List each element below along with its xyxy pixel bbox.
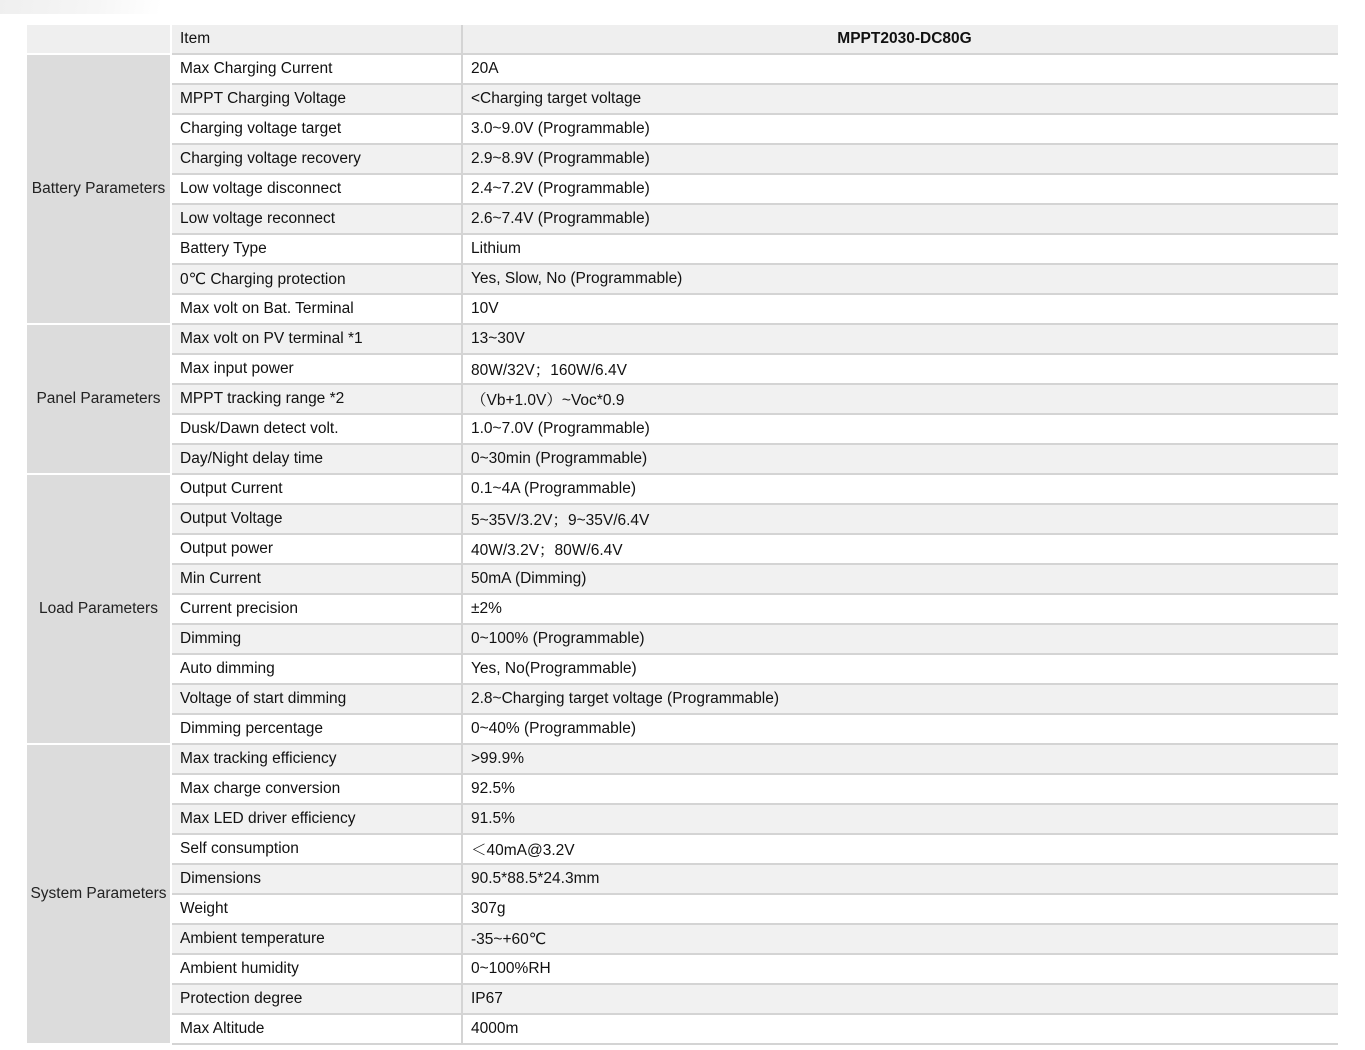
parameter-name: Output power (171, 534, 462, 564)
parameter-value: ＜40mA@3.2V (462, 834, 1338, 864)
parameter-value: 92.5% (462, 774, 1338, 804)
parameter-name: Charging voltage recovery (171, 144, 462, 174)
table-row (27, 744, 1338, 774)
parameter-name: Protection degree (171, 984, 462, 1014)
parameter-value: 90.5*88.5*24.3mm (462, 864, 1338, 894)
parameter-value: 40W/3.2V；80W/6.4V (462, 534, 1338, 564)
parameter-value: Yes, No(Programmable) (462, 654, 1338, 684)
group-label: Battery Parameters (27, 54, 171, 324)
table-row (27, 894, 1338, 924)
parameter-value: 4000m (462, 1014, 1338, 1044)
table-row (27, 1014, 1338, 1044)
table-row (27, 54, 1338, 84)
parameter-value: -35~+60℃ (462, 924, 1338, 954)
parameter-name: Weight (171, 894, 462, 924)
parameter-name: Voltage of start dimming (171, 684, 462, 714)
table-row (27, 654, 1338, 684)
parameter-name: Max charge conversion (171, 774, 462, 804)
parameter-value: Yes, Slow, No (Programmable) (462, 264, 1338, 294)
parameter-name: Output Voltage (171, 504, 462, 534)
parameter-name: MPPT Charging Voltage (171, 84, 462, 114)
parameter-value: 0~40% (Programmable) (462, 714, 1338, 744)
parameter-value: 0~100% (Programmable) (462, 624, 1338, 654)
parameter-value: <Charging target voltage (462, 84, 1338, 114)
parameter-name: Max volt on Bat. Terminal (171, 294, 462, 324)
table-row (27, 324, 1338, 354)
table-row (27, 864, 1338, 894)
parameter-name: Max Charging Current (171, 54, 462, 84)
table-row (27, 414, 1338, 444)
table-row (27, 264, 1338, 294)
group-label: Panel Parameters (27, 324, 171, 474)
table-row (27, 174, 1338, 204)
parameter-value: 5~35V/3.2V；9~35V/6.4V (462, 504, 1338, 534)
table-row (27, 624, 1338, 654)
table-row (27, 564, 1338, 594)
header-item-label: Item (171, 25, 462, 54)
parameter-name: Min Current (171, 564, 462, 594)
parameter-name: Day/Night delay time (171, 444, 462, 474)
parameter-name: Current precision (171, 594, 462, 624)
parameter-value: 2.9~8.9V (Programmable) (462, 144, 1338, 174)
parameter-name: Low voltage reconnect (171, 204, 462, 234)
table-row (27, 534, 1338, 564)
table-row (27, 474, 1338, 504)
parameter-name: Ambient humidity (171, 954, 462, 984)
spec-table (27, 25, 1338, 1045)
parameter-name: Dimming (171, 624, 462, 654)
parameter-value: （Vb+1.0V）~Voc*0.9 (462, 384, 1338, 414)
parameter-value: 1.0~7.0V (Programmable) (462, 414, 1338, 444)
parameter-name: MPPT tracking range *2 (171, 384, 462, 414)
parameter-value: 20A (462, 54, 1338, 84)
corner-smudge (0, 0, 160, 14)
parameter-value: 2.4~7.2V (Programmable) (462, 174, 1338, 204)
table-row (27, 354, 1338, 384)
table-row (27, 984, 1338, 1014)
parameter-value: 0~100%RH (462, 954, 1338, 984)
table-header-row (27, 25, 1338, 54)
parameter-name: Max input power (171, 354, 462, 384)
parameter-value: ±2% (462, 594, 1338, 624)
table-row (27, 114, 1338, 144)
parameter-name: Max tracking efficiency (171, 744, 462, 774)
group-label: System Parameters (27, 744, 171, 1044)
parameter-value: 0~30min (Programmable) (462, 444, 1338, 474)
parameter-name: Max Altitude (171, 1014, 462, 1044)
parameter-value: 80W/32V；160W/6.4V (462, 354, 1338, 384)
table-row (27, 714, 1338, 744)
header-corner-cell (27, 25, 171, 54)
parameter-value: >99.9% (462, 744, 1338, 774)
table-row (27, 84, 1338, 114)
table-row (27, 954, 1338, 984)
table-row (27, 444, 1338, 474)
parameter-value: 91.5% (462, 804, 1338, 834)
spec-table-body (27, 25, 1338, 1044)
parameter-name: Low voltage disconnect (171, 174, 462, 204)
parameter-name: Max volt on PV terminal *1 (171, 324, 462, 354)
parameter-value: 10V (462, 294, 1338, 324)
table-row (27, 924, 1338, 954)
parameter-name: Battery Type (171, 234, 462, 264)
parameter-name: Ambient temperature (171, 924, 462, 954)
parameter-name: Max LED driver efficiency (171, 804, 462, 834)
parameter-name: Self consumption (171, 834, 462, 864)
table-row (27, 684, 1338, 714)
table-row (27, 504, 1338, 534)
parameter-value: 2.6~7.4V (Programmable) (462, 204, 1338, 234)
parameter-name: Output Current (171, 474, 462, 504)
parameter-name: 0℃ Charging protection (171, 264, 462, 294)
parameter-value: 3.0~9.0V (Programmable) (462, 114, 1338, 144)
parameter-value: 2.8~Charging target voltage (Programmable) (462, 684, 1338, 714)
parameter-value: 307g (462, 894, 1338, 924)
parameter-value: 0.1~4A (Programmable) (462, 474, 1338, 504)
table-row (27, 774, 1338, 804)
table-row (27, 294, 1338, 324)
parameter-name: Dimming percentage (171, 714, 462, 744)
parameter-name: Charging voltage target (171, 114, 462, 144)
table-row (27, 204, 1338, 234)
table-row (27, 384, 1338, 414)
header-model-name: MPPT2030-DC80G (462, 25, 1338, 54)
table-row (27, 234, 1338, 264)
parameter-name: Dusk/Dawn detect volt. (171, 414, 462, 444)
table-row (27, 834, 1338, 864)
parameter-value: 50mA (Dimming) (462, 564, 1338, 594)
parameter-value: 13~30V (462, 324, 1338, 354)
table-row (27, 144, 1338, 174)
group-label: Load Parameters (27, 474, 171, 744)
parameter-value: IP67 (462, 984, 1338, 1014)
table-row (27, 594, 1338, 624)
parameter-name: Dimensions (171, 864, 462, 894)
parameter-value: Lithium (462, 234, 1338, 264)
parameter-name: Auto dimming (171, 654, 462, 684)
table-row (27, 804, 1338, 834)
